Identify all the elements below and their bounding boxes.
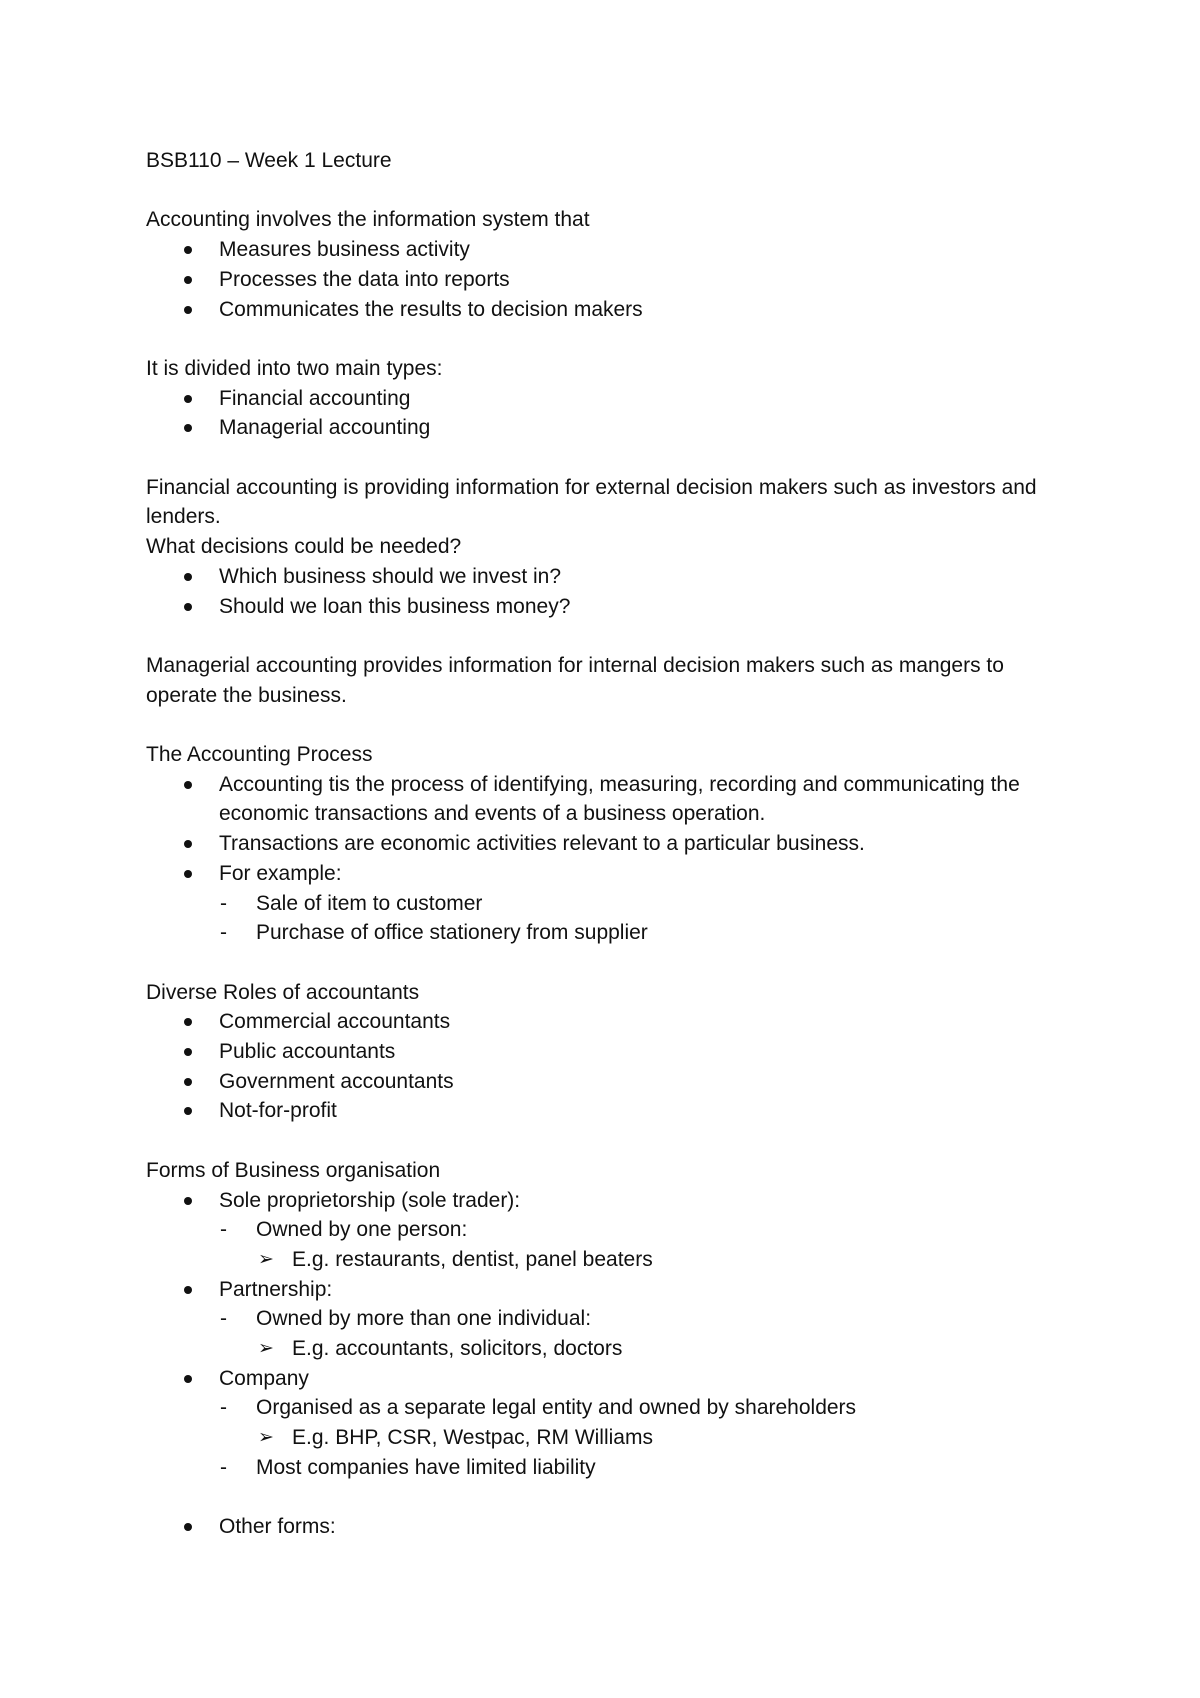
managerial-paragraph: Managerial accounting provides information for internal decision makers such as mangers to operate the business.	[146, 653, 1004, 707]
arrow-item	[146, 1245, 1076, 1275]
bullet-item: Commercial accountants	[146, 1007, 1076, 1037]
bullet-item: Communicates the results to decision makers	[146, 295, 1076, 325]
arrow-item	[146, 1334, 1076, 1364]
bullet-item: Partnership:	[146, 1275, 1076, 1305]
financial-paragraph: Financial accounting is providing information for external decision makers such as investors and lenders.	[146, 475, 1037, 529]
bullet-item: Sole proprietorship (sole trader):	[146, 1186, 1076, 1216]
arrow-item-text: E.g. restaurants, dentist, panel beaters	[292, 1247, 653, 1271]
bullet-item: Not-for-profit	[146, 1096, 1076, 1126]
bullet-item: Managerial accounting	[146, 413, 1076, 443]
dash-item: - Organised as a separate legal entity and owned by shareholders	[146, 1393, 1076, 1423]
arrow-bullet-icon: ➢	[258, 1338, 274, 1360]
bullet-item: Which business should we invest in?	[146, 562, 1076, 592]
arrow-bullet-icon: ➢	[258, 1248, 274, 1270]
document-body	[146, 146, 1076, 1542]
bullet-item: Public accountants	[146, 1037, 1076, 1067]
arrow-item-text: E.g. BHP, CSR, Westpac, RM Williams	[292, 1426, 653, 1450]
bullet-item: Should we loan this business money?	[146, 592, 1076, 622]
bullet-item: Other forms:	[146, 1512, 1076, 1542]
dash-item: - Most companies have limited liability	[146, 1453, 1076, 1483]
dash-item: - Owned by one person:	[146, 1215, 1076, 1245]
bullet-item: Transactions are economic activities relevant to a particular business.	[146, 829, 1076, 859]
bullet-item: For example:	[146, 859, 1076, 889]
arrow-item-text: E.g. accountants, solicitors, doctors	[292, 1337, 623, 1361]
dash-item: - Sale of item to customer	[146, 889, 1076, 919]
document-title: BSB110 – Week 1 Lecture	[146, 149, 392, 172]
forms-heading: Forms of Business organisation	[146, 1158, 441, 1182]
arrow-bullet-icon: ➢	[258, 1427, 274, 1449]
bullet-item: Company	[146, 1364, 1076, 1394]
bullet-item: Government accountants	[146, 1067, 1076, 1097]
financial-question: What decisions could be needed?	[146, 535, 462, 559]
bullet-item: Measures business activity	[146, 235, 1076, 265]
process-heading: The Accounting Process	[146, 742, 373, 766]
bullet-item: Financial accounting	[146, 384, 1076, 414]
dash-item: - Purchase of office stationery from supplier	[146, 918, 1076, 948]
bullet-item: Accounting tis the process of identifying, measuring, recording and communicating the economic transactions and events of a business operation.	[146, 770, 1076, 829]
bullet-item: Processes the data into reports	[146, 265, 1076, 295]
types-lead: It is divided into two main types:	[146, 356, 443, 380]
intro-lead: Accounting involves the information system that	[146, 208, 590, 232]
roles-heading: Diverse Roles of accountants	[146, 980, 420, 1004]
arrow-item	[146, 1423, 1076, 1453]
dash-item: - Owned by more than one individual:	[146, 1304, 1076, 1334]
